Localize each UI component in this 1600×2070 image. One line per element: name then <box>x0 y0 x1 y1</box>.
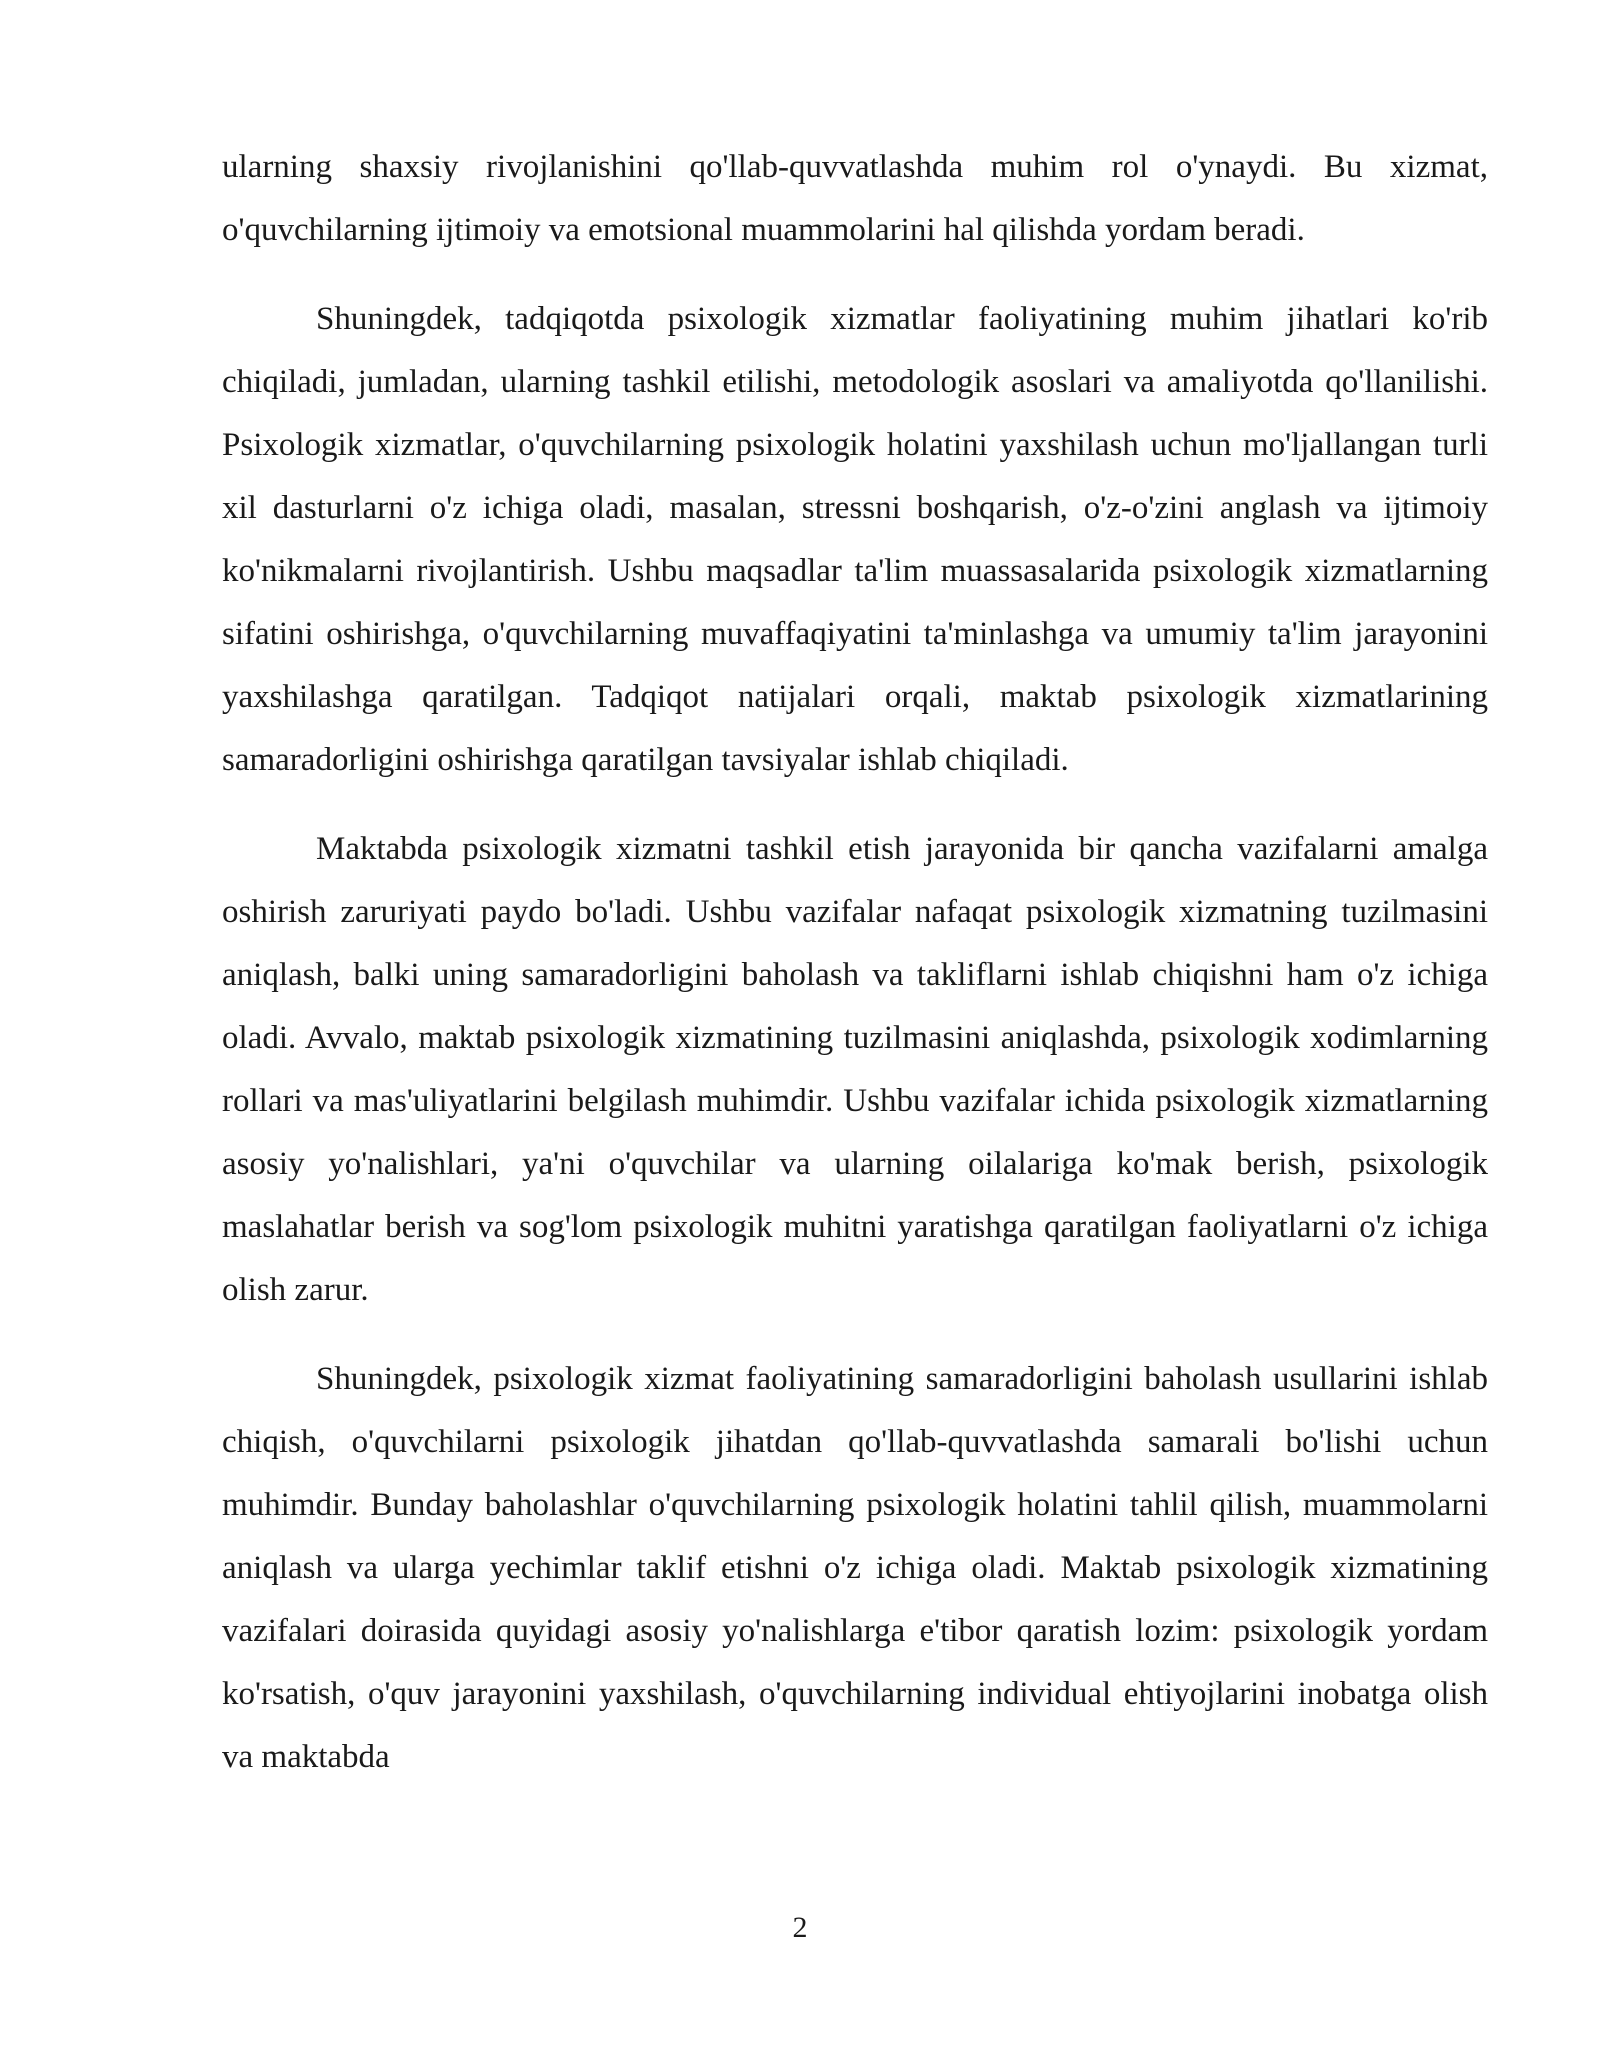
paragraph: Shuningdek, psixologik xizmat faoliyatining samaradorligini baholash usullarini ishlab chiqish, o'quvchilarni psixologik jihatdan qo'llab-quvvatlashda samarali bo'lishi uchun muhimdir. Bunday baholashlar o'quvchilarning psixologik holatini tahlil qilish, muammolarni aniqlash va ularga yechimlar taklif etishni o'z ichiga oladi. Maktab psixologik xizmatining vazifalari doirasida quyidagi asosiy yo'nalishlarga e'tibor qaratish lozim: psixologik yordam ko'rsatish, o'quv jarayonini yaxshilash, o'quvchilarning individual ehtiyojlarini inobatga olish va maktabda <box>222 1361 1488 1775</box>
document-body <box>222 136 1488 1815</box>
paragraph: Maktabda psixologik xizmatni tashkil etish jarayonida bir qancha vazifalarni amalga oshirish zaruriyati paydo bo'ladi. Ushbu vazifalar nafaqat psixologik xizmatning tuzilmasini aniqlash, balki uning samaradorligini baholash va takliflarni ishlab chiqishni ham o'z ichiga oladi. Avvalo, maktab psixologik xizmatining tuzilmasini aniqlashda, psixologik xodimlarning rollari va mas'uliyatlarini belgilash muhimdir. Ushbu vazifalar ichida psixologik xizmatlarning asosiy yo'nalishlari, ya'ni o'quvchilar va ularning oilalariga ko'mak berish, psixologik maslahatlar berish va sog'lom psixologik muhitni yaratishga qaratilgan faoliyatlarni o'z ichiga olish zarur. <box>222 831 1488 1308</box>
paragraph: Shuningdek, tadqiqotda psixologik xizmatlar faoliyatining muhim jihatlari ko'rib chiqiladi, jumladan, ularning tashkil etilishi, metodologik asoslari va amaliyotda qo'llanilishi. Psixologik xizmatlar, o'quvchilarning psixologik holatini yaxshilash uchun mo'ljallangan turli xil dasturlarni o'z ichiga oladi, masalan, stressni boshqarish, o'z-o'zini anglash va ijtimoiy ko'nikmalarni rivojlantirish. Ushbu maqsadlar ta'lim muassasalarida psixologik xizmatlarning sifatini oshirishga, o'quvchilarning muvaffaqiyatini ta'minlashga va umumiy ta'lim jarayonini yaxshilashga qaratilgan. Tadqiqot natijalari orqali, maktab psixologik xizmatlarining samaradorligini oshirishga qaratilgan tavsiyalar ishlab chiqiladi. <box>222 301 1488 778</box>
paragraph-continuation: ularning shaxsiy rivojlanishini qo'llab-quvvatlashda muhim rol o'ynaydi. Bu xizmat, o'quvchilarning ijtimoiy va emotsional muammolarini hal qilishda yordam beradi. <box>222 149 1488 248</box>
page-number: 2 <box>792 1911 808 1944</box>
